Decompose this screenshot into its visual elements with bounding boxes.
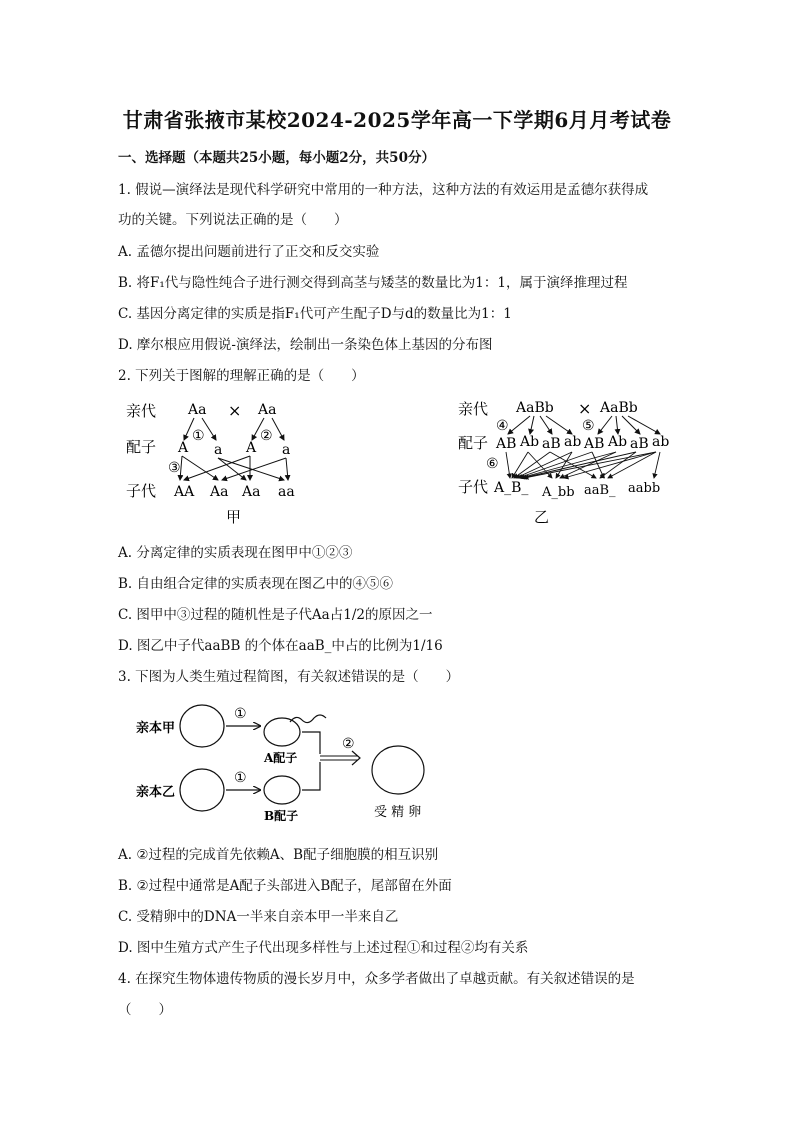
jia-mark-1: ①: [192, 428, 205, 444]
jia-offspring: aa: [278, 484, 295, 500]
q2-option-b: B. 自由组合定律的实质表现在图乙中的④⑤⑥: [118, 576, 394, 592]
jia-cross: ×: [228, 401, 242, 420]
jia-gamete: a: [214, 442, 223, 458]
yi-parent-2: AaBb: [600, 400, 638, 416]
zygote-label: 受 精 卵: [374, 805, 422, 820]
jia-parent-label: 亲代: [126, 402, 157, 420]
q3-option-d: D. 图中生殖方式产生子代出现多样性与上述过程①和过程②均有关系: [118, 940, 529, 956]
yi-caption: 乙: [534, 508, 550, 526]
q2-option-d: D. 图乙中子代aaBB 的个体在aaB_中占的比例为1/16: [118, 638, 443, 654]
diagram-reproduction: [130, 696, 450, 826]
yi-mark-6: ⑥: [486, 456, 499, 472]
jia-parent-2: Aa: [258, 402, 277, 418]
jia-mark-2: ②: [260, 428, 273, 444]
parent-yi-cell: [180, 769, 224, 811]
jia-gamete-label: 配子: [126, 438, 157, 456]
yi-mark-4: ④: [496, 418, 509, 434]
yi-gamete: Ab: [608, 434, 628, 450]
parent-jia-label: 亲本甲: [136, 721, 176, 736]
yi-gamete: AB: [584, 436, 605, 452]
q1-option-b: B. 将F₁代与隐性纯合子进行测交得到高茎与矮茎的数量比为1：1，属于演绎推理过程: [118, 275, 628, 291]
jia-mark-3: ③: [168, 460, 181, 476]
step-1-top: ①: [234, 706, 247, 722]
gamete-a-cell: [264, 718, 300, 746]
yi-mark-5: ⑤: [582, 418, 595, 434]
yi-gamete: ab: [652, 434, 670, 450]
parent-jia-cell: [180, 705, 224, 747]
yi-parent-1: AaBb: [516, 400, 554, 416]
yi-parent-label: 亲代: [458, 400, 489, 418]
q2-stem: 2. 下列关于图解的理解正确的是（ ）: [118, 368, 365, 384]
yi-gamete: ab: [564, 434, 582, 450]
jia-offspring-label: 子代: [126, 482, 157, 500]
yi-cross: ×: [578, 399, 592, 418]
q4-stem-line1: 4. 在探究生物体遗传物质的漫长岁月中，众多学者做出了卓越贡献。有关叙述错误的是: [118, 971, 635, 987]
step-2: ②: [342, 736, 355, 752]
q2-option-c: C. 图甲中③过程的随机性是子代Aa占1/2的原因之一: [118, 607, 433, 623]
jia-offspring: Aa: [210, 484, 229, 500]
q3-option-c: C. 受精卵中的DNA一半来自亲本甲一半来自乙: [118, 909, 399, 925]
yi-gamete-label: 配子: [458, 434, 489, 452]
section-heading: 一、选择题（本题共25小题，每小题2分，共50分）: [118, 150, 435, 166]
q3-option-a: A. ②过程的完成首先依赖A、B配子细胞膜的相互识别: [118, 847, 439, 863]
jia-gamete: A: [246, 440, 257, 456]
yi-offspring: aaB_: [584, 483, 616, 498]
q4-stem-line2: （ ）: [118, 1002, 172, 1018]
q3-stem: 3. 下图为人类生殖过程简图，有关叙述错误的是（ ）: [118, 669, 460, 685]
q3-option-b: B. ②过程中通常是A配子头部进入B配子，尾部留在外面: [118, 878, 452, 894]
jia-parent-1: Aa: [188, 402, 207, 418]
parent-yi-label: 亲本乙: [136, 785, 176, 800]
page-title: 甘肃省张掖市某校2024-2025学年高一下学期6月月考试卷: [122, 108, 672, 132]
yi-gamete: aB: [630, 436, 649, 452]
yi-offspring: aabb: [628, 481, 661, 496]
q1-stem-line2: 功的关键。下列说法正确的是（ ）: [118, 212, 348, 228]
zygote-cell: [372, 746, 424, 794]
diagram-yi: [456, 392, 680, 526]
step-1-bottom: ①: [234, 770, 247, 786]
yi-offspring: A_bb: [542, 485, 575, 500]
gamete-b-cell: [264, 776, 300, 804]
yi-gamete: AB: [496, 436, 517, 452]
q1-option-d: D. 摩尔根应用假说-演绎法，绘制出一条染色体上基因的分布图: [118, 337, 493, 353]
jia-offspring: Aa: [242, 484, 261, 500]
q1-option-c: C. 基因分离定律的实质是指F₁代可产生配子D与d的数量比为1：1: [118, 306, 512, 322]
q2-option-a: A. 分离定律的实质表现在图甲中①②③: [118, 545, 353, 561]
jia-caption: 甲: [226, 508, 242, 526]
gamete-b-label: B配子: [264, 809, 299, 823]
gamete-a-tail: [290, 715, 326, 723]
gamete-a-label: A配子: [264, 751, 298, 765]
yi-gamete: Ab: [520, 434, 540, 450]
yi-gamete: aB: [542, 436, 561, 452]
diagram-jia: [118, 392, 338, 526]
jia-gamete: a: [282, 442, 291, 458]
q1-option-a: A. 孟德尔提出问题前进行了正交和反交实验: [118, 244, 380, 260]
yi-offspring: A_B_: [494, 480, 529, 496]
jia-offspring: AA: [174, 484, 195, 500]
jia-gamete: A: [178, 440, 189, 456]
yi-offspring-label: 子代: [458, 478, 489, 496]
q1-stem-line1: 1. 假说—演绎法是现代科学研究中常用的一种方法，这种方法的有效运用是孟德尔获得成: [118, 182, 649, 198]
